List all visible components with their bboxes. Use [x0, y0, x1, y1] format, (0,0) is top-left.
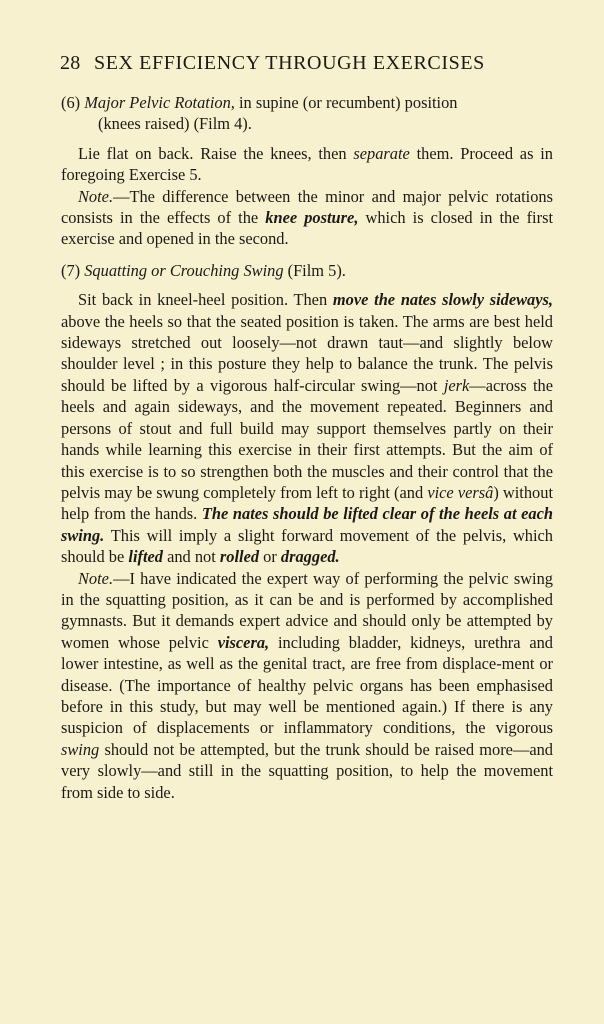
section-7-title: Squatting or Crouching Swing — [84, 260, 284, 280]
emphasis-vice-versa: vice versâ — [427, 482, 494, 502]
text-run: —I have indicated the expert way of performing the pelvic swing in the squatting position, as it can be and is performed by accomplished gymnasts. But it demands expert advice and should only be attempted by women whose pelvic — [61, 568, 553, 652]
section-7-note — [61, 568, 553, 803]
section-7-paragraph — [61, 289, 553, 567]
section-6-heading-rest: in supine (or recumbent) position — [234, 93, 458, 112]
text-run: which is closed in the first exercise and opened in the second. — [61, 208, 553, 249]
running-title: SEX EFFICIENCY THROUGH EXERCISES — [94, 52, 485, 74]
book-page — [61, 52, 553, 803]
note-label: Note. — [78, 186, 114, 206]
emphasis-move-nates: move the nates slowly sideways, — [332, 290, 553, 310]
emphasis-knee-posture: knee posture, — [265, 208, 359, 228]
section-6-title: Major Pelvic Rotation, — [84, 93, 235, 112]
emphasis-dragged: dragged. — [280, 547, 340, 567]
emphasis-nates-lifted: The nates should be lifted clear of the heels at each swing. — [61, 504, 553, 545]
emphasis-viscera: viscera, — [217, 632, 270, 652]
section-6-heading-line2: (knees raised) (Film 4). — [98, 114, 252, 134]
text-run: This will imply a slight forward movement of the pelvis, which should be — [61, 525, 553, 567]
text-run: ) without help from the hands. — [61, 482, 554, 524]
text-run: —The difference between the minor and major pelvic rotations consists in the effects of the — [61, 186, 553, 228]
text-run: Lie flat on back. Raise the knees, then — [78, 143, 354, 163]
section-7-heading — [61, 260, 553, 281]
text-run: them. Proceed as in foregoing Exercise 5. — [61, 143, 553, 185]
text-run: —across the heels and again sideways, and the movement repeated. Beginners and persons of stout and full build may support themselves partly on their hands while learning this exercise in their first attempts. But the aim of this exercise is to so strengthen both the muscles and their control that the pelvis may be swung completely from left to right (and — [61, 375, 553, 502]
text-run: and not — [162, 547, 220, 567]
section-6-heading — [61, 92, 553, 135]
emphasis-lifted: lifted — [128, 547, 163, 567]
text-run: including bladder, kidneys, urethra and lower intestine, as well as the genital tract, are free from displace-ment or disease. (The importance of healthy pelvic organs has been emphasised before in this study, but may well be mentioned again.) If there is any suspicion of displacements or inflammatory conditions, the vigorous — [61, 632, 553, 738]
section-7-heading-rest: (Film 5). — [283, 260, 346, 280]
section-6-number: (6) — [61, 93, 81, 112]
emphasis-swing: swing — [61, 739, 100, 759]
text-run: Sit back in kneel-heel position. Then — [78, 290, 333, 310]
emphasis-separate: separate — [353, 143, 410, 163]
text-run: should not be attempted, but the trunk should be raised more—and very slowly—and still in the squatting position, to help the movement from side to side. — [61, 739, 553, 802]
text-run: or — [259, 547, 281, 567]
section-6-paragraph — [61, 143, 553, 186]
note-label: Note. — [78, 568, 114, 588]
page-number: 28 — [60, 52, 81, 74]
section-7-number: (7) — [61, 260, 81, 280]
section-6-note — [61, 186, 553, 250]
running-head — [61, 52, 553, 86]
text-run: above the heels so that the seated position is taken. The arms are best held sideways stretched out loosely—not drawn taut—and slightly below shoulder level ; in this posture they help to balance the trunk. The pelvis should be lifted by a vigorous half-circular swing—not — [61, 311, 553, 395]
emphasis-jerk: jerk — [443, 375, 470, 395]
emphasis-rolled: rolled — [219, 547, 260, 567]
